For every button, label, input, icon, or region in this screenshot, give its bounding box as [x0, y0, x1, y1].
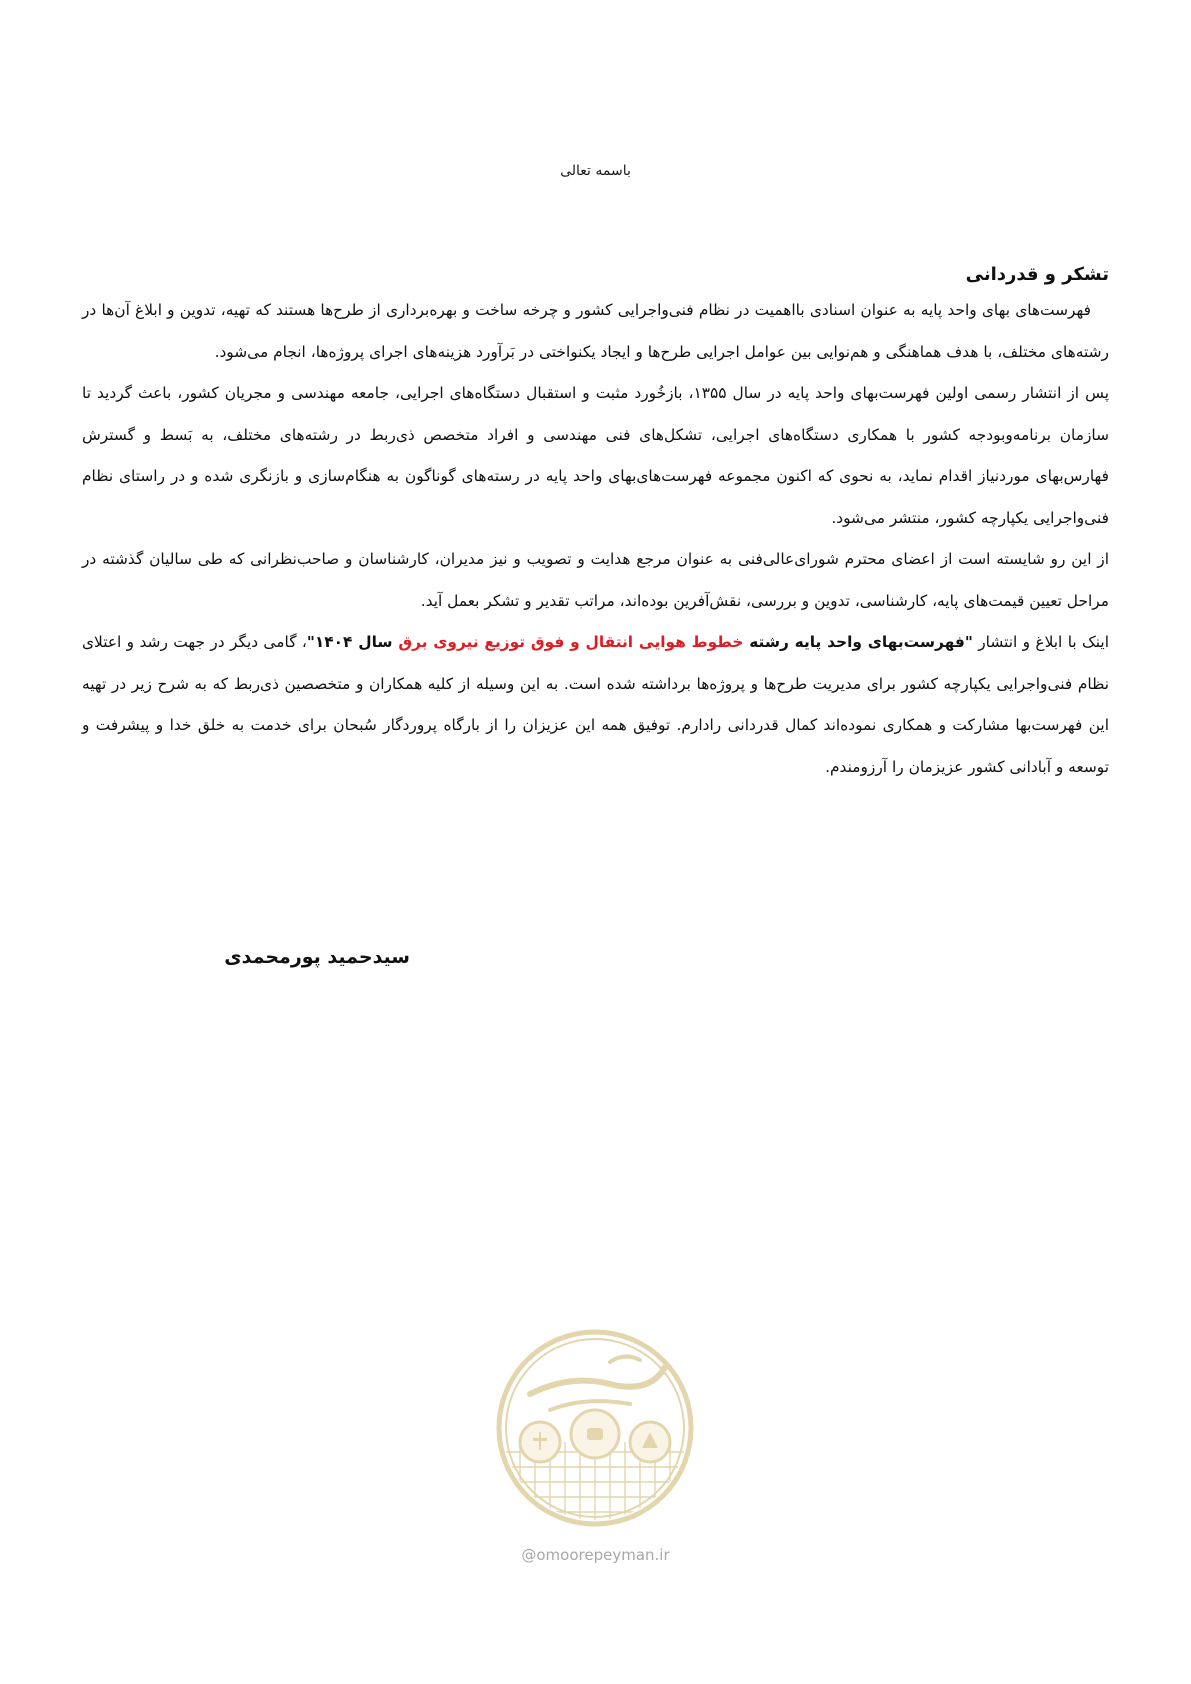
price-list-year: سال ۱۴۰۴": [306, 633, 399, 651]
paragraph-4-rest: ، گامی دیگر در جهت رشد و اعتلای نظام فنی‌واجرایی یکپارچه کشور برای مدیریت طرح‌ها و پروژه‌ها برداشته شده است. به این وسیله از کلیه همکاران و متخصصین ذی‌ربط که به شرح زیر در تهیه این فهرست‌بها مشارکت و همکاری نموده‌اند کمال قدردانی رادارم. توفیق همه این عزیزان را از بارگاه پروردگار سُبحان برای خدمت به خلق خدا و پیشرفت و توسعه و آبادانی کشور عزیزمان را آرزومندم.: [82, 633, 1109, 776]
section-title: تشکر و قدردانی: [965, 264, 1109, 285]
acknowledgement-section: [82, 262, 1109, 788]
blessing-heading: باسمه تعالی: [560, 163, 631, 179]
omoor-peyman-seal-icon: [490, 1322, 700, 1534]
field-name-highlight: خطوط هوایی انتقال و فوق توزیع نیروی برق: [398, 633, 744, 651]
signature-name: سیدحمید پورمحمدی: [224, 946, 410, 968]
price-list-title: "فهرست‌بهای واحد پایه رشته: [743, 633, 973, 651]
paragraph-3: از این رو شایسته است از اعضای محترم شورای‌عالی‌فنی به عنوان مرجع هدایت و تصویب و نیز مدیران، کارشناسان و صاحب‌نظرانی که طی سالیان گذشته در مراحل تعیین قیمت‌های پایه، کارشناسی، تدوین و بررسی، نقش‌آفرین بوده‌اند، مراتب تقدیر و تشکر بعمل آید.: [82, 550, 1109, 610]
watermark-url: @omoorepeyman.ir: [521, 1546, 670, 1564]
paragraph-4-intro: اینک با ابلاغ و انتشار: [972, 633, 1109, 651]
paragraph-2: پس از انتشار رسمی اولین فهرست‌بهای واحد پایه در سال ۱۳۵۵، بازخُورد مثبت و استقبال دستگاه‌های اجرایی، جامعه مهندسی و مجریان کشور، باعث گردید تا سازمان برنامه‌وبودجه کشور با همکاری دستگاه‌های اجرایی، تشکل‌های فنی مهندسی و افراد متخصص ذی‌ربط در رشته‌های مختلف، به بَسط و گسترش فهارس‌بهای موردنیاز اقدام نماید، به نحوی که اکنون مجموعه فهرست‌های‌بهای واحد پایه در رسته‌های گوناگون به هنگام‌سازی و بازنگری شده و در راستای نظام فنی‌واجرایی یکپارچه کشور، منتشر می‌شود.: [82, 384, 1109, 527]
paragraph-4: [82, 622, 1109, 788]
paragraph-1: فهرست‌های بهای واحد پایه به عنوان اسنادی بااهمیت در نظام فنی‌واجرایی کشور و چرخه ساخت و بهره‌برداری از طرح‌ها هستند که تهیه، تدوین و ابلاغ آن‌ها در رشته‌های مختلف، با هدف هماهنگی و هم‌نوایی بین عوامل اجرایی طرح‌ها و ایجاد یکنواختی در بَرآورد هزینه‌های اجرای پروژه‌ها، انجام می‌شود.: [82, 301, 1109, 361]
